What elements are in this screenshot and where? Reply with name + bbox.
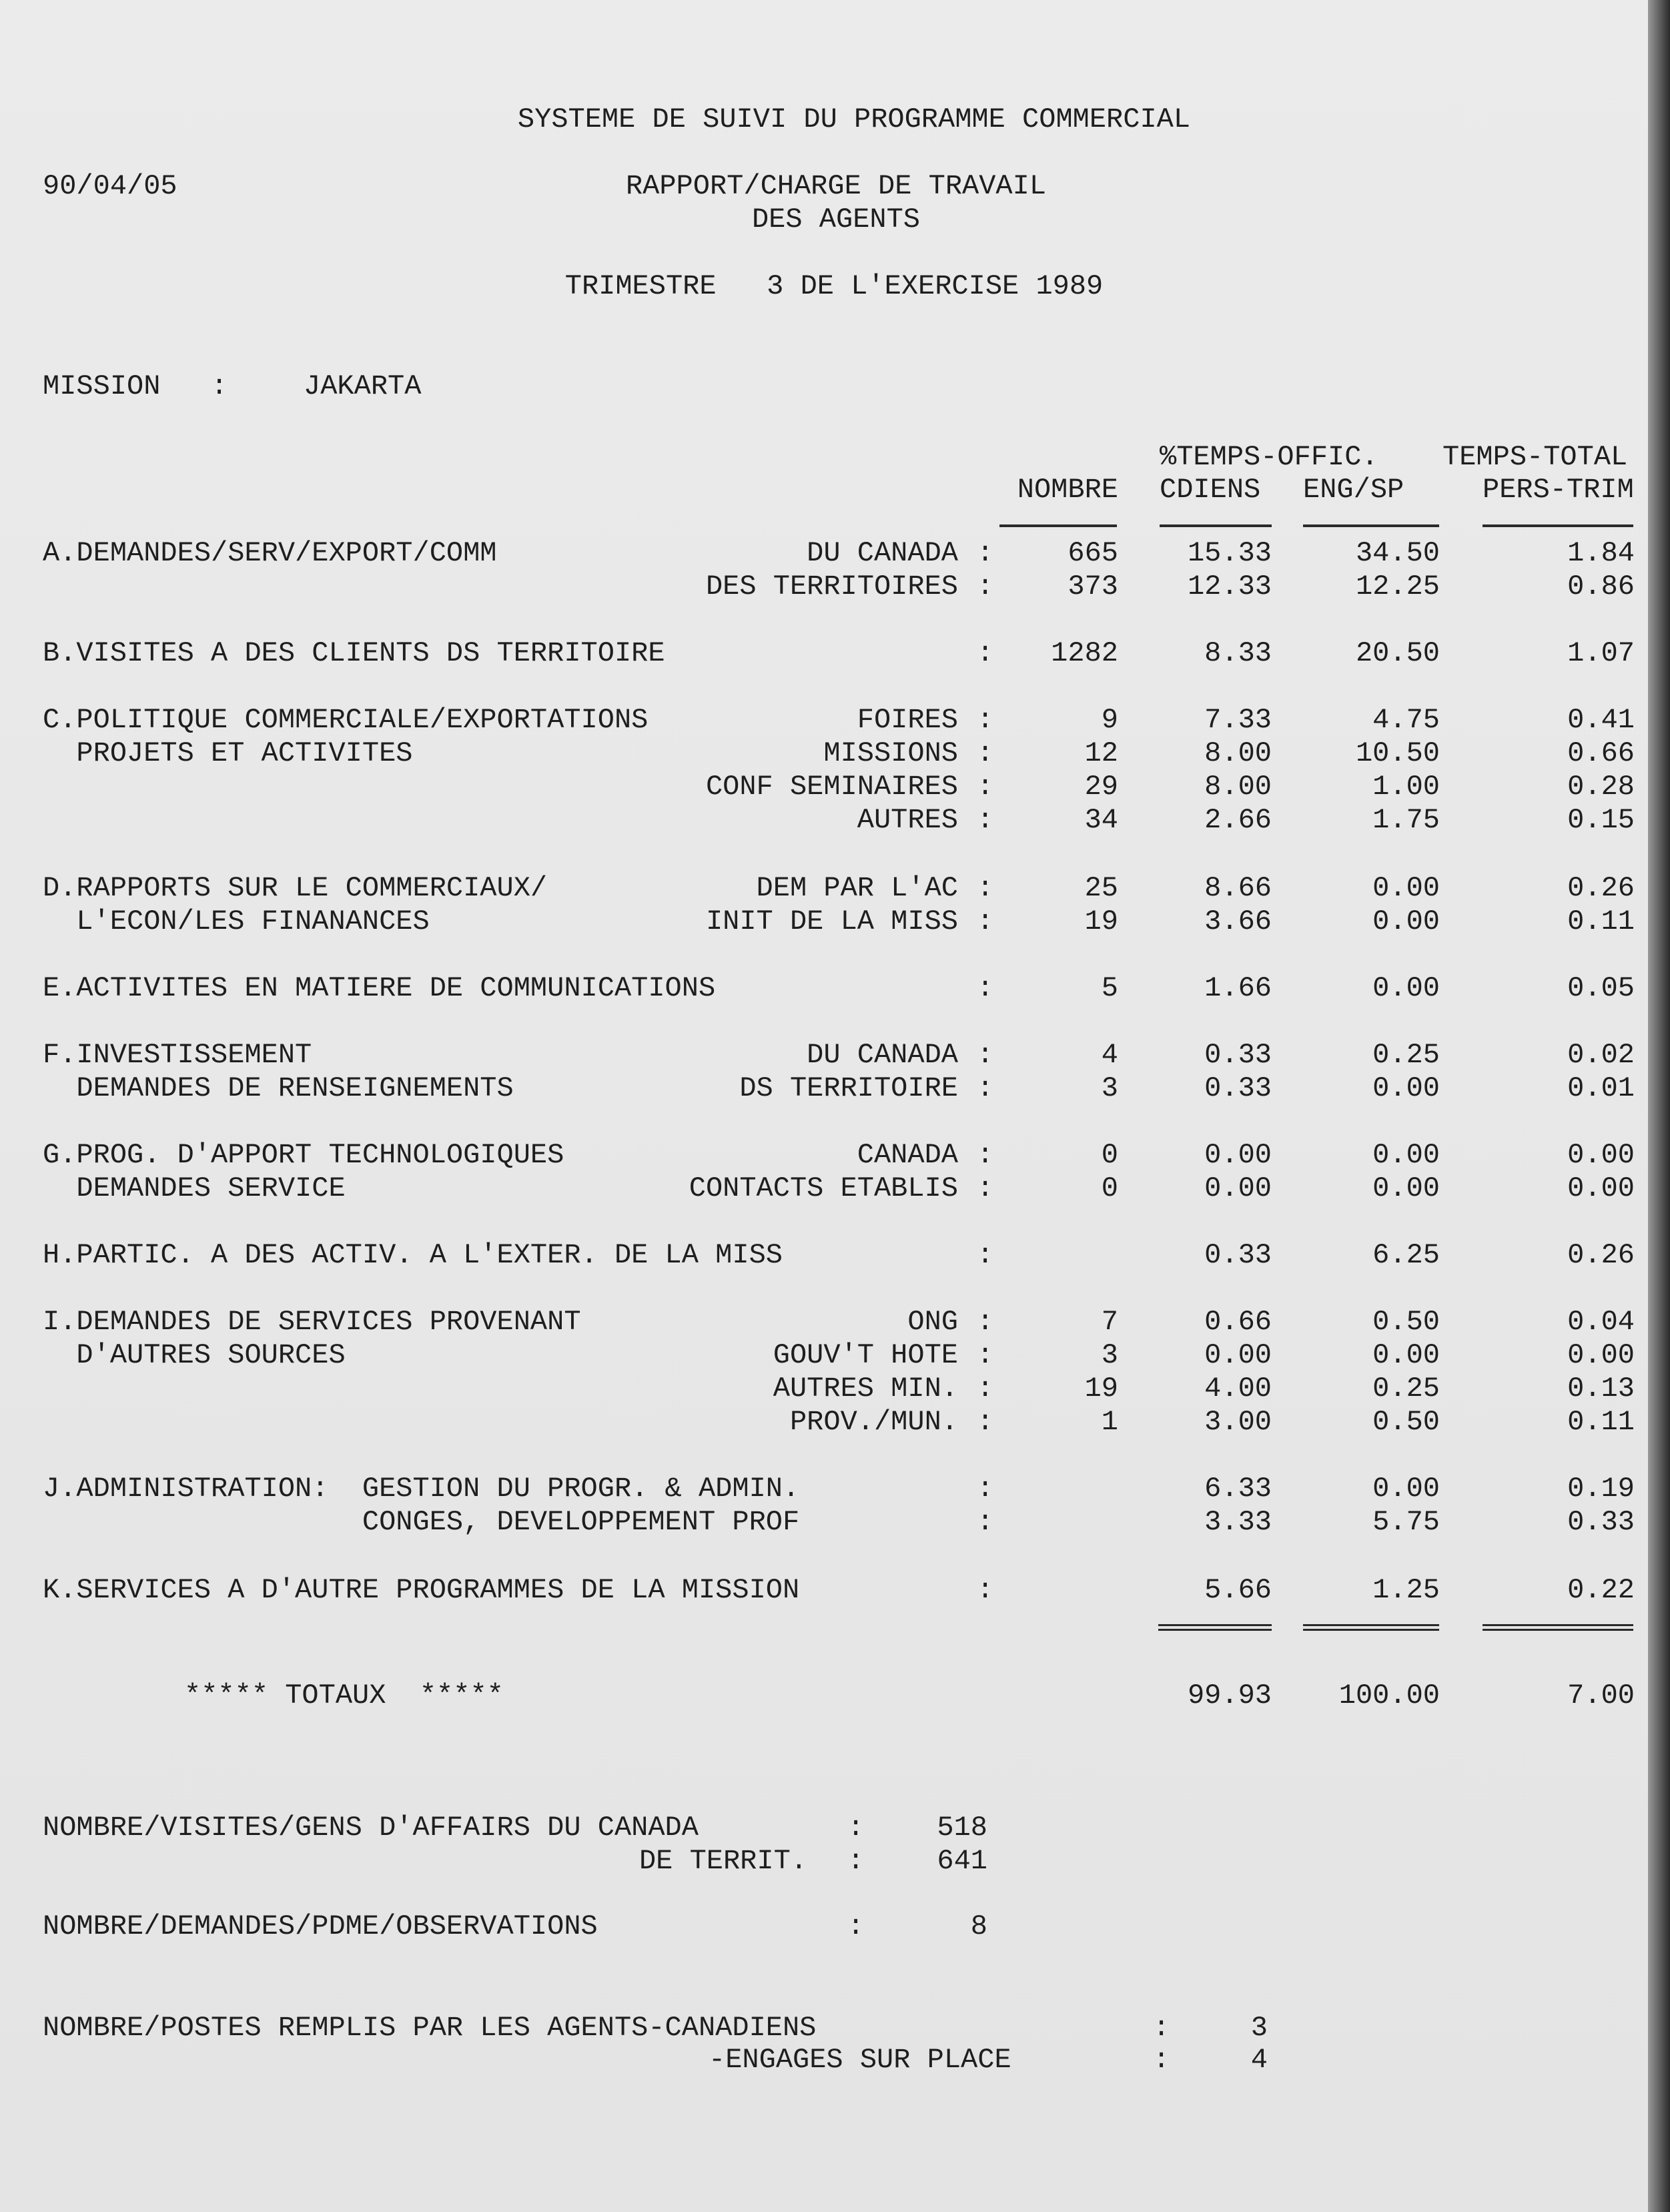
row-engsp: 12.25 (1355, 571, 1440, 603)
row-nombre: 25 (1084, 872, 1118, 904)
row-engsp: 1.75 (1372, 804, 1440, 836)
row-label: H.PARTIC. A DES ACTIV. A L'EXTER. DE LA MISS (43, 1239, 783, 1271)
visites-label: NOMBRE/VISITES/GENS D'AFFAIRS DU CANADA (43, 1812, 699, 1844)
col-header-engsp: ENG/SP (1303, 474, 1404, 506)
row-cdiens: 2.66 (1204, 804, 1272, 836)
row-sublabel: DES TERRITOIRES (705, 571, 958, 603)
row-pers-trim: 0.86 (1567, 571, 1635, 603)
row-nombre: 665 (1068, 537, 1118, 569)
row-label: DEMANDES DE RENSEIGNEMENTS (43, 1072, 514, 1104)
row-cdiens: 12.33 (1187, 571, 1272, 603)
row-pers-trim: 0.01 (1567, 1072, 1635, 1104)
row-cdiens: 8.66 (1204, 872, 1272, 904)
row-label: CONGES, DEVELOPPEMENT PROF (43, 1506, 800, 1538)
demandes-value: 8 (970, 1910, 987, 1942)
row-cdiens: 7.33 (1204, 704, 1272, 736)
visites-colon-1: : (847, 1812, 865, 1844)
row-pers-trim: 1.84 (1567, 537, 1635, 569)
row-sublabel: CONTACTS ETABLIS (689, 1172, 958, 1204)
row-pers-trim: 0.15 (1567, 804, 1635, 836)
row-nombre: 1 (1101, 1406, 1118, 1438)
row-nombre: 0 (1101, 1139, 1118, 1171)
row-separator: : (977, 1139, 994, 1171)
row-cdiens: 0.33 (1204, 1072, 1272, 1104)
visites-territ-value: 641 (937, 1845, 987, 1877)
postes-engages-value: 4 (1250, 2044, 1268, 2076)
visites-canada-value: 518 (937, 1812, 987, 1844)
row-pers-trim: 1.07 (1567, 637, 1635, 669)
row-cdiens: 0.33 (1204, 1239, 1272, 1271)
row-engsp: 0.00 (1372, 1139, 1440, 1171)
row-separator: : (977, 972, 994, 1004)
row-pers-trim: 0.22 (1567, 1574, 1635, 1606)
report-date: 90/04/05 (43, 170, 177, 202)
row-engsp: 0.50 (1372, 1306, 1440, 1338)
row-pers-trim: 0.02 (1567, 1039, 1635, 1071)
row-label: I.DEMANDES DE SERVICES PROVENANT (43, 1306, 581, 1338)
row-engsp: 6.25 (1372, 1239, 1440, 1271)
row-cdiens: 0.33 (1204, 1039, 1272, 1071)
postes-colon-2: : (1153, 2044, 1170, 2076)
row-cdiens: 3.33 (1204, 1506, 1272, 1538)
row-cdiens: 0.00 (1204, 1339, 1272, 1371)
row-label: DEMANDES SERVICE (43, 1172, 346, 1204)
row-label: PROJETS ET ACTIVITES (43, 737, 413, 769)
row-pers-trim: 0.00 (1567, 1172, 1635, 1204)
row-pers-trim: 0.26 (1567, 1239, 1635, 1271)
col-header-cdiens: CDIENS (1160, 474, 1261, 506)
row-engsp: 20.50 (1355, 637, 1440, 669)
row-cdiens: 0.66 (1204, 1306, 1272, 1338)
row-label: D'AUTRES SOURCES (43, 1339, 346, 1371)
row-nombre: 3 (1101, 1072, 1118, 1104)
row-nombre: 29 (1084, 771, 1118, 803)
row-sublabel: AUTRES MIN. (773, 1373, 958, 1405)
row-separator: : (977, 537, 994, 569)
row-engsp: 10.50 (1355, 737, 1440, 769)
postes-engages-label: -ENGAGES SUR PLACE (709, 2044, 1011, 2076)
row-label: F.INVESTISSEMENT (43, 1039, 312, 1071)
row-sublabel: GOUV'T HOTE (773, 1339, 958, 1371)
document-title: SYSTEME DE SUIVI DU PROGRAMME COMMERCIAL (517, 103, 1191, 135)
rule-pers-trim (1483, 524, 1633, 527)
row-sublabel: CONF SEMINAIRES (705, 771, 958, 803)
row-separator: : (977, 1072, 994, 1104)
row-pers-trim: 0.00 (1567, 1139, 1635, 1171)
row-pers-trim: 0.28 (1567, 771, 1635, 803)
report-title-line2: DES AGENTS (751, 204, 921, 236)
row-separator: : (977, 1574, 994, 1606)
row-nombre: 12 (1084, 737, 1118, 769)
rule-nombre (999, 524, 1117, 527)
row-label: E.ACTIVITES EN MATIERE DE COMMUNICATIONS (43, 972, 716, 1004)
quarter-line: TRIMESTRE 3 DE L'EXERCISE 1989 (564, 270, 1104, 302)
totals-rule-engsp (1303, 1624, 1439, 1631)
row-separator: : (977, 571, 994, 603)
row-nombre: 19 (1084, 1373, 1118, 1405)
col-header-temps-offic: %TEMPS-OFFIC. (1160, 441, 1378, 473)
postes-label: NOMBRE/POSTES REMPLIS PAR LES AGENTS-CANADIENS (43, 2012, 817, 2044)
totals-pers-trim: 7.00 (1567, 1680, 1635, 1712)
row-nombre: 34 (1084, 804, 1118, 836)
row-separator: : (977, 704, 994, 736)
row-sublabel: PROV./MUN. (789, 1406, 958, 1438)
row-engsp: 0.50 (1372, 1406, 1440, 1438)
row-label: K.SERVICES A D'AUTRE PROGRAMMES DE LA MISSION (43, 1574, 800, 1606)
demandes-label: NOMBRE/DEMANDES/PDME/OBSERVATIONS (43, 1910, 598, 1942)
visites-territ-label: DE TERRIT. (639, 1845, 807, 1877)
row-separator: : (977, 1239, 994, 1271)
report-title-line1: RAPPORT/CHARGE DE TRAVAIL (625, 170, 1047, 202)
row-label: G.PROG. D'APPORT TECHNOLOGIQUES (43, 1139, 564, 1171)
row-separator: : (977, 804, 994, 836)
row-cdiens: 15.33 (1187, 537, 1272, 569)
row-sublabel: DEM PAR L'AC (756, 872, 958, 904)
row-nombre: 9 (1101, 704, 1118, 736)
row-pers-trim: 0.19 (1567, 1473, 1635, 1505)
row-pers-trim: 0.66 (1567, 737, 1635, 769)
row-label: J.ADMINISTRATION: GESTION DU PROGR. & ADMIN. (43, 1473, 800, 1505)
row-nombre: 3 (1101, 1339, 1118, 1371)
row-separator: : (977, 1373, 994, 1405)
row-separator: : (977, 1306, 994, 1338)
row-cdiens: 0.00 (1204, 1172, 1272, 1204)
col-header-pers-trim: PERS-TRIM (1483, 474, 1634, 506)
row-engsp: 0.00 (1372, 1172, 1440, 1204)
col-header-nombre: NOMBRE (1017, 474, 1118, 506)
row-nombre: 373 (1068, 571, 1118, 603)
row-engsp: 0.00 (1372, 905, 1440, 938)
row-separator: : (977, 1172, 994, 1204)
page-edge-shadow (1648, 0, 1670, 2212)
row-nombre: 1282 (1051, 637, 1118, 669)
row-separator: : (977, 1039, 994, 1071)
row-cdiens: 5.66 (1204, 1574, 1272, 1606)
row-pers-trim: 0.33 (1567, 1506, 1635, 1538)
row-engsp: 4.75 (1372, 704, 1440, 736)
row-sublabel: MISSIONS (823, 737, 958, 769)
row-cdiens: 6.33 (1204, 1473, 1272, 1505)
row-engsp: 0.00 (1372, 1072, 1440, 1104)
row-sublabel: ONG (907, 1306, 958, 1338)
row-separator: : (977, 737, 994, 769)
row-cdiens: 8.33 (1204, 637, 1272, 669)
row-separator: : (977, 872, 994, 904)
totals-rule-cdiens (1158, 1624, 1272, 1631)
row-engsp: 1.00 (1372, 771, 1440, 803)
row-label: D.RAPPORTS SUR LE COMMERCIAUX/ (43, 872, 548, 904)
row-nombre: 7 (1101, 1306, 1118, 1338)
row-separator: : (977, 1506, 994, 1538)
totals-label: ***** TOTAUX ***** (184, 1680, 504, 1712)
row-engsp: 0.25 (1372, 1373, 1440, 1405)
row-pers-trim: 0.41 (1567, 704, 1635, 736)
totals-cdiens: 99.93 (1187, 1680, 1272, 1712)
demandes-colon: : (847, 1910, 865, 1942)
row-separator: : (977, 637, 994, 669)
mission-label: MISSION : (43, 370, 228, 402)
row-label: A.DEMANDES/SERV/EXPORT/COMM (43, 537, 497, 569)
row-nombre: 19 (1084, 905, 1118, 938)
postes-canadiens-value: 3 (1250, 2012, 1268, 2044)
row-nombre: 5 (1101, 972, 1118, 1004)
row-engsp: 0.00 (1372, 1339, 1440, 1371)
col-header-temps-total: TEMPS-TOTAL (1442, 441, 1628, 473)
row-pers-trim: 0.11 (1567, 905, 1635, 938)
postes-colon-1: : (1153, 2012, 1170, 2044)
rule-cdiens (1160, 524, 1272, 527)
row-sublabel: FOIRES (857, 704, 958, 736)
row-pers-trim: 0.05 (1567, 972, 1635, 1004)
row-cdiens: 1.66 (1204, 972, 1272, 1004)
row-sublabel: AUTRES (857, 804, 958, 836)
visites-colon-2: : (847, 1845, 865, 1877)
mission-value: JAKARTA (304, 370, 422, 402)
row-nombre: 0 (1101, 1172, 1118, 1204)
row-separator: : (977, 1406, 994, 1438)
row-sublabel: CANADA (857, 1139, 958, 1171)
row-nombre: 4 (1101, 1039, 1118, 1071)
row-cdiens: 4.00 (1204, 1373, 1272, 1405)
totals-engsp: 100.00 (1338, 1680, 1440, 1712)
rule-engsp (1303, 524, 1439, 527)
row-cdiens: 0.00 (1204, 1139, 1272, 1171)
row-sublabel: DU CANADA (807, 1039, 958, 1071)
row-cdiens: 8.00 (1204, 737, 1272, 769)
row-cdiens: 8.00 (1204, 771, 1272, 803)
row-separator: : (977, 1473, 994, 1505)
row-engsp: 34.50 (1355, 537, 1440, 569)
row-separator: : (977, 905, 994, 938)
row-separator: : (977, 771, 994, 803)
row-engsp: 1.25 (1372, 1574, 1440, 1606)
row-sublabel: DS TERRITOIRE (739, 1072, 958, 1104)
row-engsp: 0.00 (1372, 872, 1440, 904)
row-pers-trim: 0.04 (1567, 1306, 1635, 1338)
row-engsp: 0.00 (1372, 972, 1440, 1004)
row-pers-trim: 0.26 (1567, 872, 1635, 904)
row-engsp: 5.75 (1372, 1506, 1440, 1538)
row-pers-trim: 0.11 (1567, 1406, 1635, 1438)
row-pers-trim: 0.13 (1567, 1373, 1635, 1405)
row-cdiens: 3.66 (1204, 905, 1272, 938)
row-engsp: 0.00 (1372, 1473, 1440, 1505)
totals-rule-pers-trim (1483, 1624, 1633, 1631)
row-label: L'ECON/LES FINANANCES (43, 905, 430, 938)
row-label: C.POLITIQUE COMMERCIALE/EXPORTATIONS (43, 704, 649, 736)
row-separator: : (977, 1339, 994, 1371)
row-cdiens: 3.00 (1204, 1406, 1272, 1438)
row-engsp: 0.25 (1372, 1039, 1440, 1071)
row-label: B.VISITES A DES CLIENTS DS TERRITOIRE (43, 637, 665, 669)
row-pers-trim: 0.00 (1567, 1339, 1635, 1371)
row-sublabel: DU CANADA (807, 537, 958, 569)
row-sublabel: INIT DE LA MISS (705, 905, 958, 938)
